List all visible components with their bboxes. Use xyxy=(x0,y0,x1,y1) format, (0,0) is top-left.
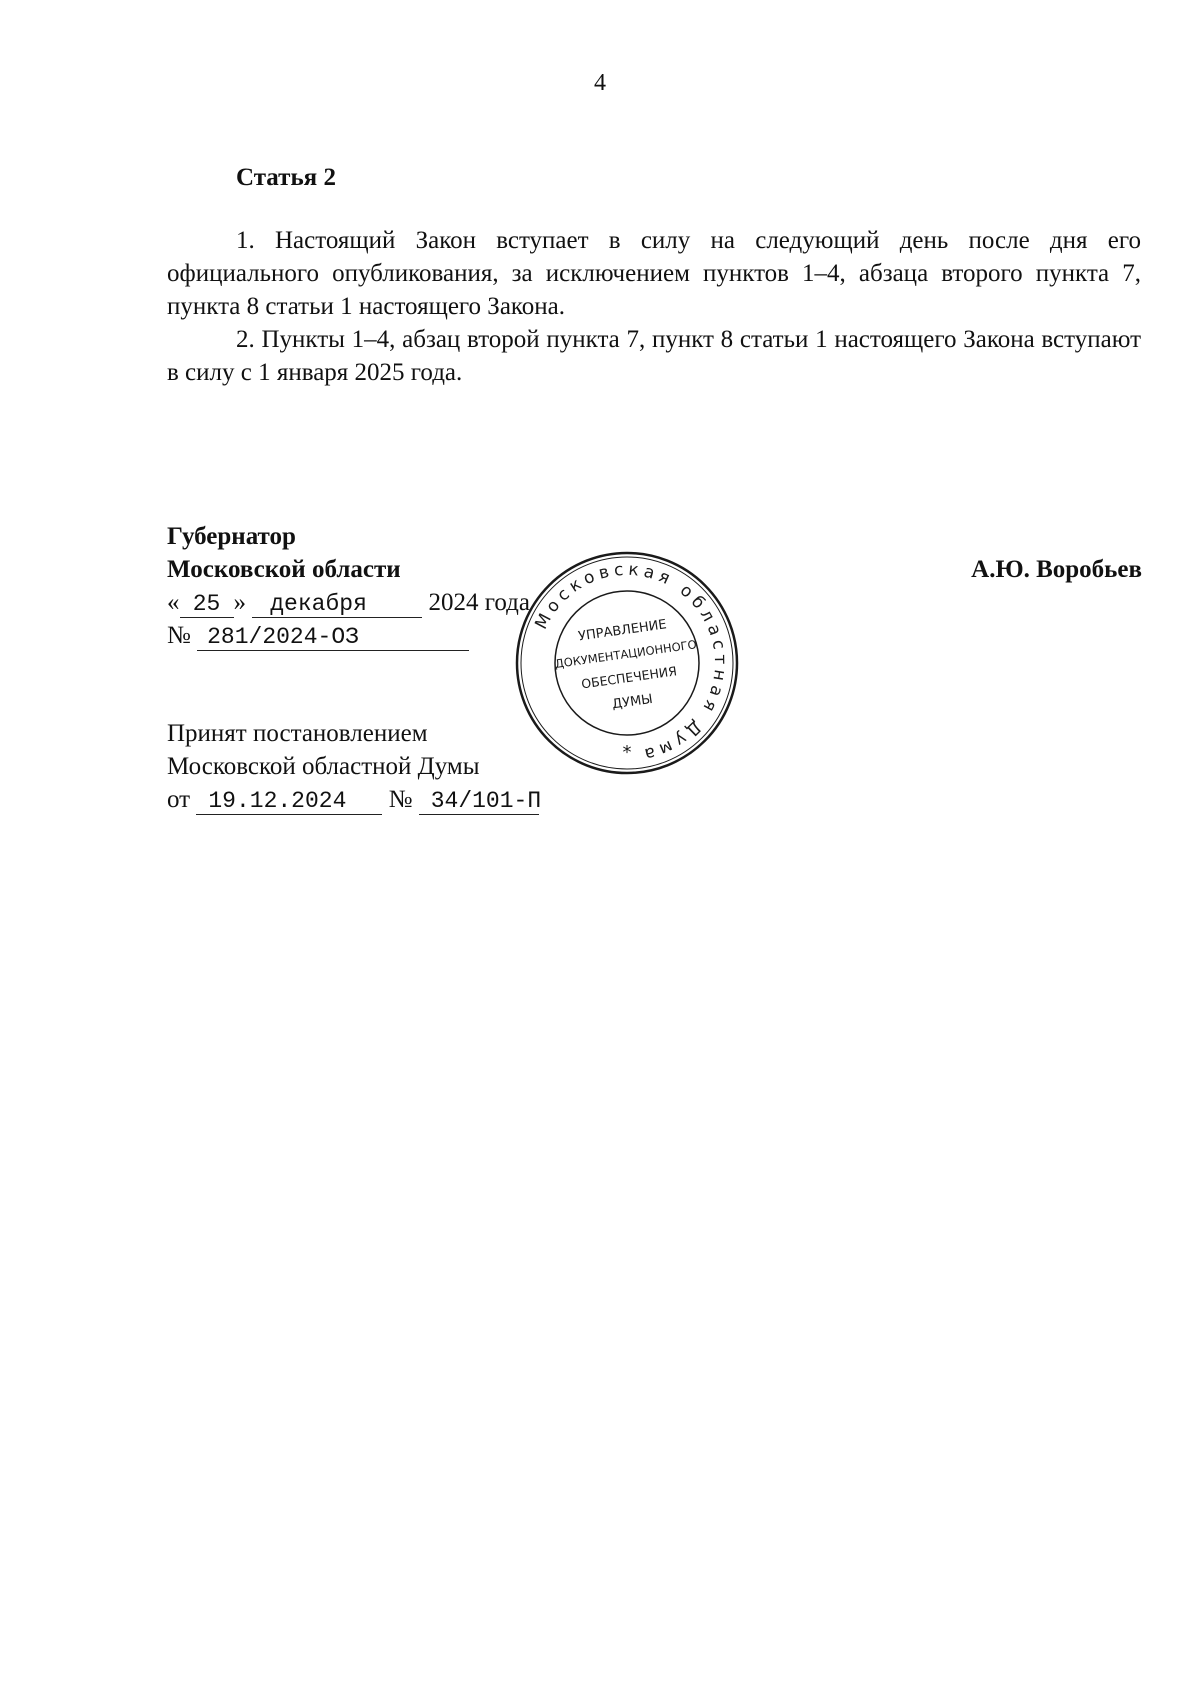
paragraph-1: 1. Настоящий Закон вступает в силу на следующий день после дня его официального опубликования, за исключением пунктов 1–4, абзаца второго пункта 7, пункта 8 статьи 1 настоящего Закона. xyxy=(167,227,1141,320)
signing-date-row xyxy=(167,586,530,619)
page-number: 4 xyxy=(594,70,606,96)
signing-month: декабря xyxy=(252,591,422,618)
signatory-title-line1: Губернатор xyxy=(167,523,296,550)
adoption-from-prefix: от xyxy=(167,786,191,813)
adoption-number: 34/101-П xyxy=(419,788,539,815)
stamp-center-line4: ДУМЫ xyxy=(611,691,654,713)
paragraph-2: 2. Пункты 1–4, абзац второй пункта 7, пункт 8 статьи 1 настоящего Закона вступают в силу с 1 января 2025 года. xyxy=(167,326,1141,386)
official-stamp xyxy=(512,548,742,778)
registration-prefix: № xyxy=(167,622,191,649)
adoption-line2: Московской областной Думы xyxy=(167,753,480,780)
stamp-center-line3: ОБЕСПЕЧЕНИЯ xyxy=(580,663,678,692)
stamp-center-text xyxy=(551,613,705,719)
registration-row xyxy=(167,619,469,652)
stamp-center-line1: УПРАВЛЕНИЕ xyxy=(577,617,668,645)
adoption-resolution-row xyxy=(167,783,542,816)
registration-number: 281/2024-ОЗ xyxy=(197,624,469,651)
stamp-center-line2: ДОКУМЕНТАЦИОННОГО xyxy=(554,637,698,671)
adoption-date: 19.12.2024 xyxy=(196,788,382,815)
signing-year: 2024 года xyxy=(428,589,530,616)
date-close-quote: » xyxy=(233,589,246,616)
signing-day: 25 xyxy=(180,591,234,618)
article-body xyxy=(167,224,1141,389)
adoption-line1: Принят постановлением xyxy=(167,720,428,747)
article-title: Статья 2 xyxy=(236,164,336,191)
adoption-number-prefix: № xyxy=(388,786,413,813)
stamp-outer-ring-inner xyxy=(521,557,733,769)
signatory-name: А.Ю. Воробьев xyxy=(971,556,1142,583)
stamp-star: * xyxy=(622,742,632,763)
stamp-ring-text: Московская областная Дума xyxy=(531,559,731,766)
date-open-quote: « xyxy=(167,589,180,616)
stamp-outer-ring xyxy=(517,553,737,773)
signatory-title-line2: Московской области xyxy=(167,556,401,583)
